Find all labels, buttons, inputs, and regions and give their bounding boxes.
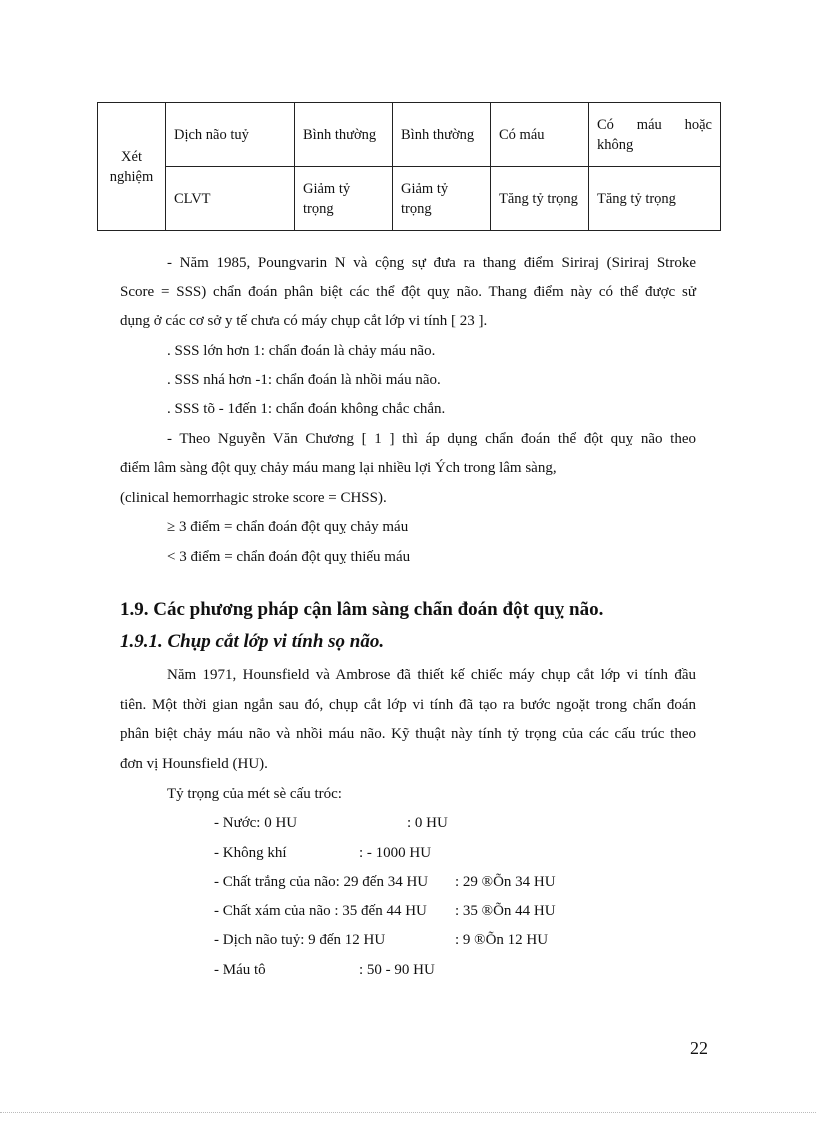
table-cell: Có máu hoặc không <box>589 103 721 167</box>
list-item-value: : 50 - 90 HU <box>359 962 435 978</box>
list-item-label: - Máu tô <box>214 962 266 978</box>
paragraph-line: Năm 1971, Hounsfield và Ambrose đã thiết kế chiếc máy chụp cắt lớp vi tính đầu <box>167 667 696 683</box>
score-line: < 3 điểm = chẩn đoán đột quỵ thiếu máu <box>167 549 411 565</box>
table-cell: Tăng tỷ trọng <box>491 167 589 231</box>
row-header-cell: Xét nghiệm <box>98 103 166 231</box>
paragraph-line: điểm lâm sàng đột quỵ chảy máu mang lại nhiều lợi Ých trong lâm sàng, <box>120 460 557 476</box>
list-item-value: : 35 ®Õn 44 HU <box>455 903 556 919</box>
paragraph-line: - Năm 1985, Poungvarin N và cộng sự đưa ra thang điểm Siriraj (Siriraj Stroke <box>167 255 696 271</box>
paragraph-line: - Theo Nguyễn Văn Chương [ 1 ] thì áp dụng chẩn đoán thể đột quỵ não theo <box>167 431 696 447</box>
paragraph-line: dụng ở các cơ sở y tế chưa có máy chụp cắt lớp vi tính [ 23 ]. <box>120 313 488 329</box>
table-cell: Bình thường <box>393 103 491 167</box>
density-comparison-table <box>97 102 721 231</box>
list-item-label: - Dịch não tuỷ: 9 đến 12 HU <box>214 932 386 948</box>
list-item-value: : 9 ®Õn 12 HU <box>455 932 549 948</box>
table-cell: Giảm tỷ trọng <box>295 167 393 231</box>
bullet-line: . SSS nhá hơn -1: chẩn đoán là nhồi máu não. <box>167 372 441 388</box>
paragraph-line: phân biệt chảy máu não và nhồi máu não. Kỹ thuật này tính tỷ trọng của các cấu trúc theo <box>120 726 696 742</box>
table-row <box>98 167 721 231</box>
page-number: 22 <box>690 1038 708 1058</box>
list-item-label: - Nước: 0 HU <box>214 815 298 831</box>
score-line: ≥ 3 điểm = chẩn đoán đột quỵ chảy máu <box>167 519 409 535</box>
paragraph-line: Score = SSS) chẩn đoán phân biệt các thể đột quỵ não. Thang điểm này có thể được sử <box>120 284 696 300</box>
table-cell: Dịch não tuỷ <box>166 103 295 167</box>
table-cell: Giảm tỷ trọng <box>393 167 491 231</box>
paragraph-line: (clinical hemorrhagic stroke score = CHSS). <box>120 490 387 506</box>
table-cell: Bình thường <box>295 103 393 167</box>
bullet-line: . SSS lớn hơn 1: chẩn đoán là chảy máu não. <box>167 343 436 359</box>
list-intro: Tỷ trọng của mét sè cấu tróc: <box>167 786 342 802</box>
list-item-value: : - 1000 HU <box>359 845 432 861</box>
table-cell: Tăng tỷ trọng <box>589 167 721 231</box>
list-item-label: - Không khí <box>214 845 287 861</box>
table-cell: Có máu <box>491 103 589 167</box>
list-item-value: : 29 ®Õn 34 HU <box>455 874 556 890</box>
paragraph-line: đơn vị Hounsfield (HU). <box>120 756 268 772</box>
bullet-line: . SSS tõ - 1đến 1: chẩn đoán không chắc chắn. <box>167 401 446 417</box>
section-heading: 1.9. Các phương pháp cận lâm sàng chẩn đoán đột quỵ não. <box>120 599 604 620</box>
subsection-heading: 1.9.1. Chụp cắt lớp vi tính sọ não. <box>120 631 385 652</box>
page-footer-divider <box>0 1112 816 1113</box>
list-item-value: : 0 HU <box>407 815 448 831</box>
paragraph-line: tiên. Một thời gian ngắn sau đó, chụp cắt lớp vi tính đã tạo ra bước ngoặt trong chẩn đoán <box>120 697 696 713</box>
table-cell: CLVT <box>166 167 295 231</box>
list-item-label: - Chất xám của não : 35 đến 44 HU <box>214 903 427 919</box>
table-row <box>98 103 721 167</box>
list-item-label: - Chất trắng của não: 29 đến 34 HU <box>214 874 429 890</box>
